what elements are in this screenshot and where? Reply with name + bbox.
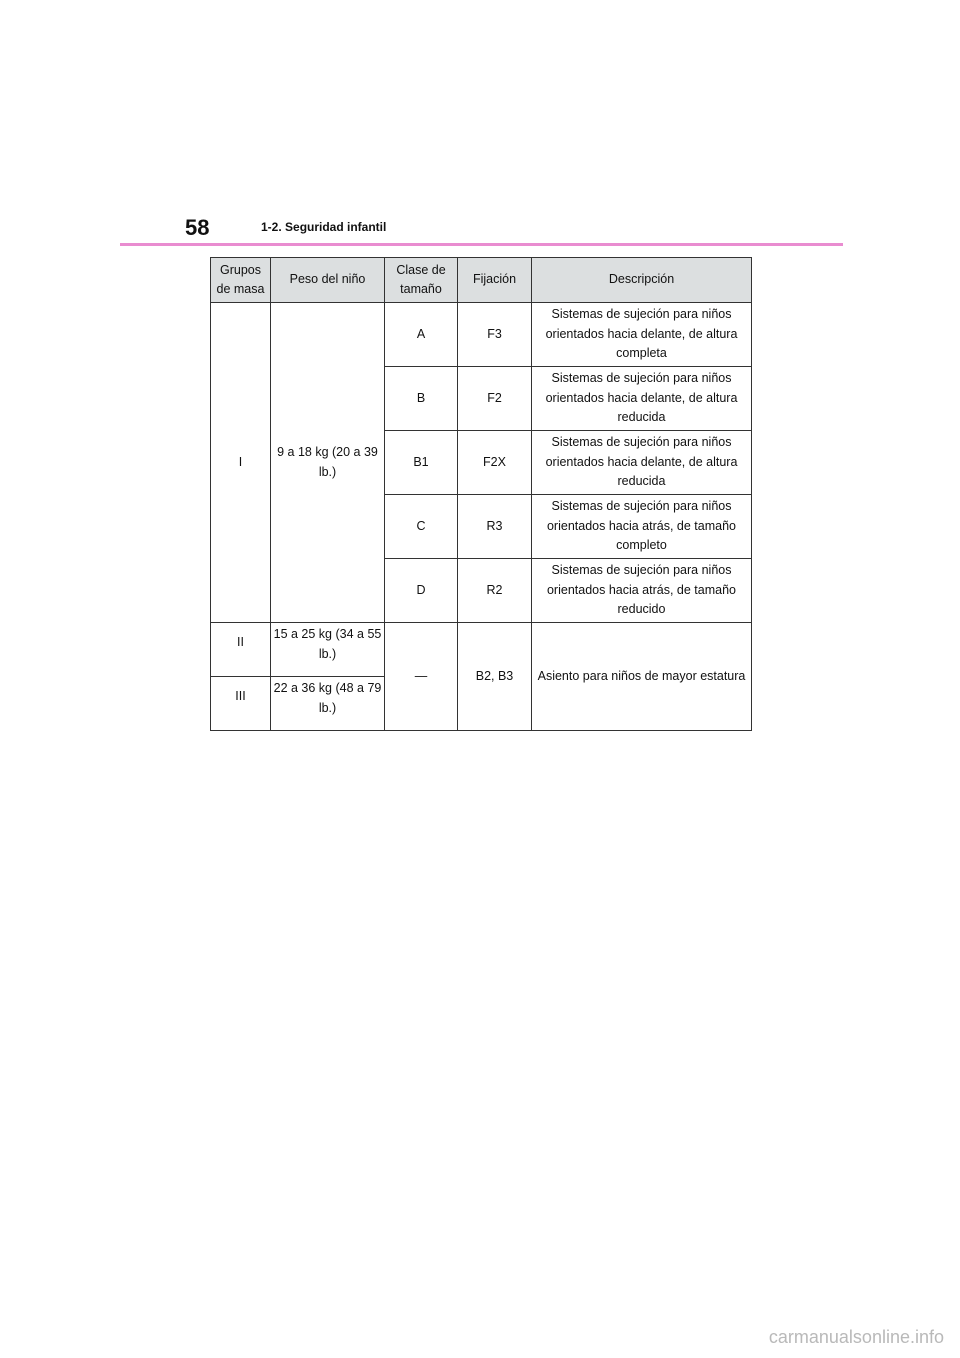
column-header-fixture: Fijación	[458, 258, 532, 303]
size-class-cell: C	[385, 495, 458, 559]
fixture-cell: F2X	[458, 431, 532, 495]
size-class-cell: B1	[385, 431, 458, 495]
weight-cell: 22 a 36 kg (48 a 79 lb.)	[271, 677, 385, 731]
group-cell: II	[211, 623, 271, 677]
section-title: 1-2. Seguridad infantil	[261, 220, 387, 234]
weight-cell: 15 a 25 kg (34 a 55 lb.)	[271, 623, 385, 677]
description-cell: Sistemas de sujeción para niños orientados hacia delante, de altura reducida	[532, 367, 752, 431]
fixture-cell: F3	[458, 303, 532, 367]
description-cell: Sistemas de sujeción para niños orientados hacia atrás, de tamaño completo	[532, 495, 752, 559]
fixture-cell: B2, B3	[458, 623, 532, 731]
table-row	[211, 623, 752, 677]
fixture-cell: R3	[458, 495, 532, 559]
child-restraint-size-table	[210, 257, 752, 731]
size-class-cell: D	[385, 559, 458, 623]
size-class-cell: A	[385, 303, 458, 367]
fixture-cell: F2	[458, 367, 532, 431]
page-number: 58	[185, 215, 210, 240]
description-cell: Asiento para niños de mayor estatura	[532, 623, 752, 731]
weight-cell: 9 a 18 kg (20 a 39 lb.)	[271, 303, 385, 623]
description-cell: Sistemas de sujeción para niños orientados hacia atrás, de tamaño reducido	[532, 559, 752, 623]
group-cell: I	[211, 303, 271, 623]
size-class-cell: —	[385, 623, 458, 731]
description-cell: Sistemas de sujeción para niños orientados hacia delante, de altura completa	[532, 303, 752, 367]
size-class-cell: B	[385, 367, 458, 431]
description-cell: Sistemas de sujeción para niños orientados hacia delante, de altura reducida	[532, 431, 752, 495]
column-header-description: Descripción	[532, 258, 752, 303]
watermark: carmanualsonline.info	[768, 1327, 944, 1347]
column-header-mass-group: Grupos de masa	[211, 258, 271, 303]
group-cell: III	[211, 677, 271, 731]
table-row	[211, 303, 752, 367]
column-header-child-weight: Peso del niño	[271, 258, 385, 303]
fixture-cell: R2	[458, 559, 532, 623]
column-header-size-class: Clase de tamaño	[385, 258, 458, 303]
table-header-row	[211, 258, 752, 303]
header-rule	[120, 243, 843, 246]
